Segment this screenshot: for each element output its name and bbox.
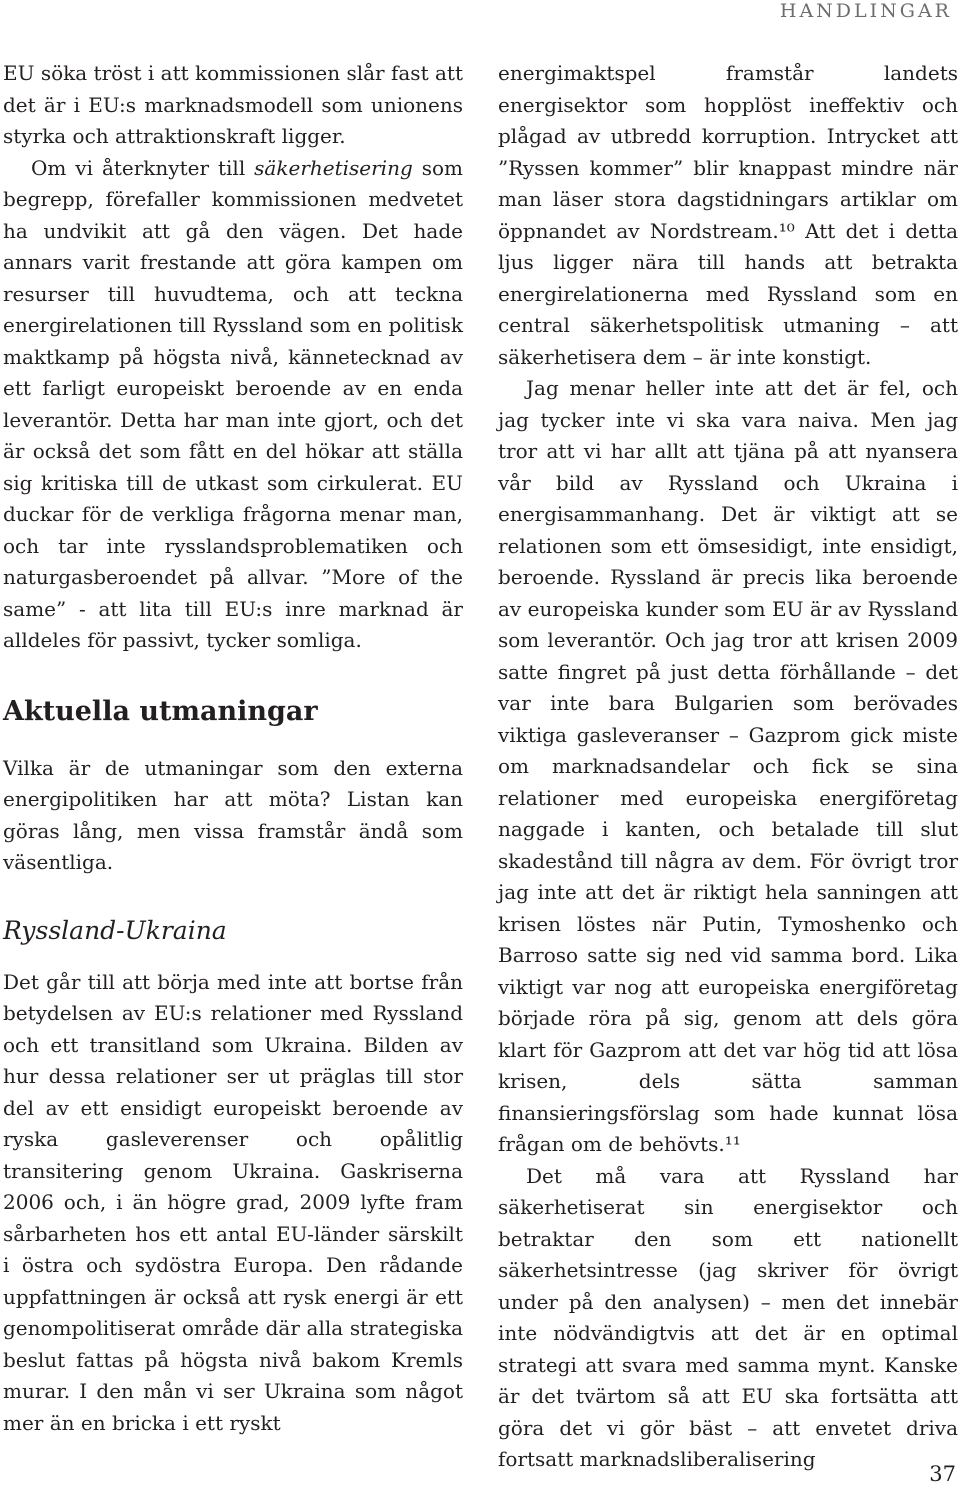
- running-head: HANDLINGAR: [779, 0, 952, 22]
- paragraph: Det må vara att Ryssland har säkerhetiserat sin energisektor och betraktar den som ett nationellt säkerhetsintresse (jag skriver för övrigt under på den analysen) – men det innebär inte nödvändigtvis att det är en optimal strategi att svara med samma mynt. Kanske är det tvärtom så att EU ska fortsätta att göra det vi gör bäst – att envetet driva fortsatt marknadsliberalisering: [498, 1163, 958, 1471]
- emphasis: säkerhetisering: [254, 155, 413, 180]
- page-number: 37: [929, 1462, 956, 1486]
- paragraph: Jag menar heller inte att det är fel, och jag tycker inte vi ska vara naiva. Men jag tror att vi har allt att tjäna på att nyansera vår bild av Ryssland och Ukraina i energisammanhang. Det är viktigt att se relationen som ett ömsesidigt, inte ensidigt, beroende. Ryssland är precis lika beroende av europeiska kunder som EU är av Ryssland som leverantör. Och jag tror att krisen 2009 satte fingret på just detta förhållande – det var inte bara Bulgarien som berövades viktiga gasleveranser – Gazprom gick miste om marknadsandelar och fick se sina relationer med europeiska energiföretag naggade i kanten, och betalade till slut skadestånd till några av dem. För övrigt tror jag inte att det är riktigt hela sanningen att krisen löstes när Putin, Tymoshenko och Barroso satte sig ned vid samma bord. Lika viktigt var nog att europeiska energiföretag började röra på sig, genom att dels göra klart för Gazprom att det var hög tid att lösa krisen, dels sätta samman finansieringsförslag som hade kunnat lösa frågan om de behövts.¹¹: [498, 376, 958, 1156]
- paragraph: Vilka är de utmaningar som den externa energipolitiken har att möta? Listan kan göras lång, men vissa framstår ändå som väsentliga.: [3, 755, 463, 874]
- left-column: [3, 58, 463, 1439]
- paragraph: Det går till att börja med inte att bortse från betydelsen av EU:s relationer med Ryssland och ett transitland som Ukraina. Bilden av hur dessa relationer ser ut präglas till stor del av ett ensidigt europeiskt beroende av ryska gasleverenser och opålitlig transitering genom Ukraina. Gaskriserna 2006 och, i än högre grad, 2009 lyfte fram sårbarheten hos ett antal EU-länder särskilt i östra och sydöstra Europa. Den rådande uppfattningen är också att rysk energi är ett genompolitiserat område där alla strategiska beslut fattas på högsta nivå bakom Kremls murar. I den mån vi ser Ukraina som något mer än en bricka i ett ryskt: [3, 969, 463, 1435]
- paragraph: [3, 153, 463, 657]
- section-heading: Aktuella utmaningar: [3, 695, 318, 727]
- paragraph: energimaktspel framstår landets energisektor som hopplöst ineffektiv och plågad av utbredd korruption. Intrycket att ”Ryssen kommer” blir knappast mindre när man läser stora dagstidningars artiklar om öppnandet av Nordstream.¹⁰ Att det i detta ljus ligger nära till hands att betrakta energirelationerna med Ryssland som en central säkerhetspolitisk utmaning – att säkerhetisera dem – är inte konstigt.: [498, 61, 958, 369]
- paragraph: EU söka tröst i att kommissionen slår fast att det är i EU:s marknadsmodell som unionens styrka och attraktionskraft ligger.: [3, 61, 463, 148]
- right-column: [498, 58, 958, 1476]
- text-run: Om vi återknyter till: [31, 155, 255, 180]
- text-run: Det hade annars varit frestande att göra kampen om resurser till huvudtema, och att teckna energirelationen till Ryssland som en politisk maktkamp på högsta nivå, kännetecknad av ett farligt europeiskt beroende av en enda leverantör. Detta har man inte gjort, och det är också det som fått en del hökar att ställa sig kritiska till de utkast som cirkulerat. EU duckar för de verkliga frågorna menar man, och tar inte rysslandsproblematiken och naturgasberoendet på allvar. ”More of the same” - att lita till EU:s inre marknad är alldeles för passivt, tycker somliga.: [3, 218, 463, 652]
- subsection-heading: Ryssland-Ukraina: [3, 915, 227, 945]
- text-run: som begrepp, förefaller kommissionen medvetet ha undvikit att gå den vägen.: [3, 155, 463, 243]
